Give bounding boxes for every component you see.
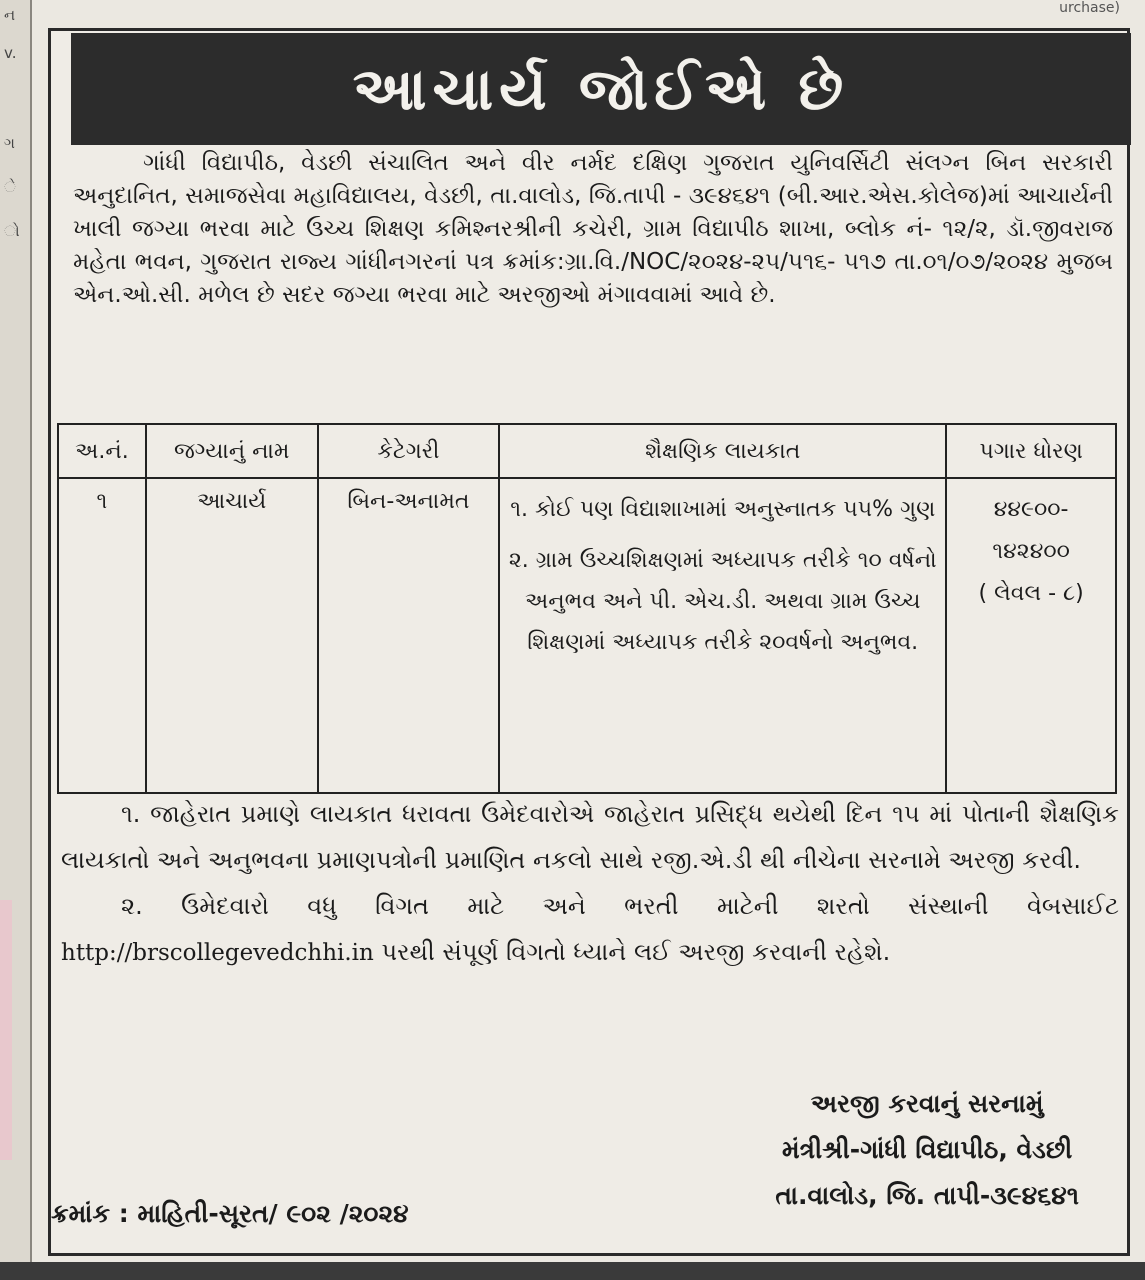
vacancy-table: [57, 423, 1117, 794]
notes-section: [61, 791, 1119, 976]
cell-pay: [946, 478, 1116, 793]
job-notice: [48, 28, 1130, 1256]
note-2: [61, 883, 1119, 976]
margin-char: v.: [4, 44, 17, 62]
header-post: જગ્યાનું નામ: [146, 424, 318, 478]
intro-paragraph: ગાંધી વિદ્યાપીઠ, વેડછી સંચાલિત અને વીર નર્મદ દક્ષિણ ગુજરાત યુનિવર્સિટી સંલગ્ન બિન સરકારી અનુદાનિત, સમાજસેવા મહાવિદ્યાલય, વેડછી, તા.વાલોડ, જિ.તાપી - ૩૯૪૬૪૧ (બી.આર.એસ.કોલેજ)માં આચાર્યની ખાલી જગ્યા ભરવા માટે ઉચ્ચ શિક્ષણ કમિશ્નરશ્રીની કચેરી, ગ્રામ વિદ્યાપીઠ શાખા, બ્લોક નં- ૧૨/૨, ડૉ.જીવરાજ મહેતા ભવન, ગુજરાત રાજ્ય ગાંધીનગરનાં પત્ર ક્રમાંક:ગ્રા.વિ./NOC/૨૦૨૪-૨૫/૫૧૬- ૫૧૭ તા.૦૧/૦૭/૨૦૨૪ મુજબ એન.ઓ.સી. મળેલ છે સદર જગ્યા ભરવા માટે અરજીઓ મંગાવવામાં આવે છે.: [73, 150, 1113, 308]
note-2-before: ૨. ઉમેદવારો વધુ વિગત માટે અને ભરતી માટેની શરતો સંસ્થાની વેબસાઈટ: [121, 892, 1119, 920]
title-band: [71, 33, 1131, 145]
margin-char: ન: [4, 6, 16, 24]
margin-char: ે: [4, 178, 16, 196]
pay-line-3: ( લેવલ - ૮): [978, 581, 1084, 606]
margin-char: ો: [4, 222, 20, 240]
notice-title: આચાર્ય જોઈએ છે: [352, 54, 850, 123]
address-line-1: મંત્રીશ્રી-ગાંધી વિદ્યાપીઠ, વેડછી: [782, 1135, 1073, 1164]
header-category: કેટેગરી: [318, 424, 500, 478]
adjacent-ad-strip: [0, 900, 12, 1160]
pay-line-2: ૧૪૨૪૦૦: [992, 539, 1070, 564]
note-1: ૧. જાહેરાત પ્રમાણે લાયકાત ધરાવતા ઉમેદવારોએ જાહેરાત પ્રસિદ્ધ થયેથી દિન ૧૫ માં પોતાની શૈક્ષણિક લાયકાતો અને અનુભવના પ્રમાણપત્રોની પ્રમાણિત નકલો સાથે રજી.એ.ડી થી નીચેના સરનામે અરજી કરવી.: [61, 800, 1119, 874]
cell-category: બિન-અનામત: [318, 478, 500, 793]
top-cut-text: urchase): [1059, 0, 1120, 16]
table-header-row: [58, 424, 1116, 478]
margin-char: ગ: [4, 134, 15, 152]
website-link[interactable]: http://brscollegevedchhi.in: [61, 940, 374, 966]
pay-line-1: ૪૪૯૦૦-: [993, 497, 1069, 522]
qualification-2: ૨. ગ્રામ ઉચ્ચશિક્ષણમાં અધ્યાપક તરીકે ૧૦ વર્ષનો અનુભવ અને પી. એચ.ડી. અથવા ગ્રામ ઉચ્ચ શિક્ષણમાં અધ્યાપક તરીકે ૨૦વર્ષનો અનુભવ.: [508, 548, 937, 655]
table-row: [58, 478, 1116, 793]
header-qualification: શૈક્ષણિક લાયકાત: [499, 424, 946, 478]
cell-qualification: [499, 478, 946, 793]
cell-post: આચાર્ય: [146, 478, 318, 793]
qualification-1: ૧. કોઈ પણ વિદ્યાશાખામાં અનુસ્નાતક ૫૫% ગુણ: [510, 497, 936, 522]
bottom-border: [0, 1262, 1145, 1280]
address-heading: અરજી કરવાનું સરનામું: [810, 1089, 1044, 1118]
header-pay: પગાર ધોરણ: [946, 424, 1116, 478]
application-address: [775, 1081, 1079, 1219]
reference-number: ક્રમાંક : માહિતી-સૂરત/ ૯૦૨ /૨૦૨૪: [51, 1199, 409, 1228]
header-sr: અ.નં.: [58, 424, 146, 478]
cell-sr: ૧: [58, 478, 146, 793]
note-2-after: પરથી સંપૂર્ણ વિગતો ધ્યાને લઈ અરજી કરવાની રહેશે.: [381, 938, 891, 966]
address-line-2: તા.વાલોડ, જિ. તાપી-૩૯૪૬૪૧: [775, 1181, 1079, 1210]
